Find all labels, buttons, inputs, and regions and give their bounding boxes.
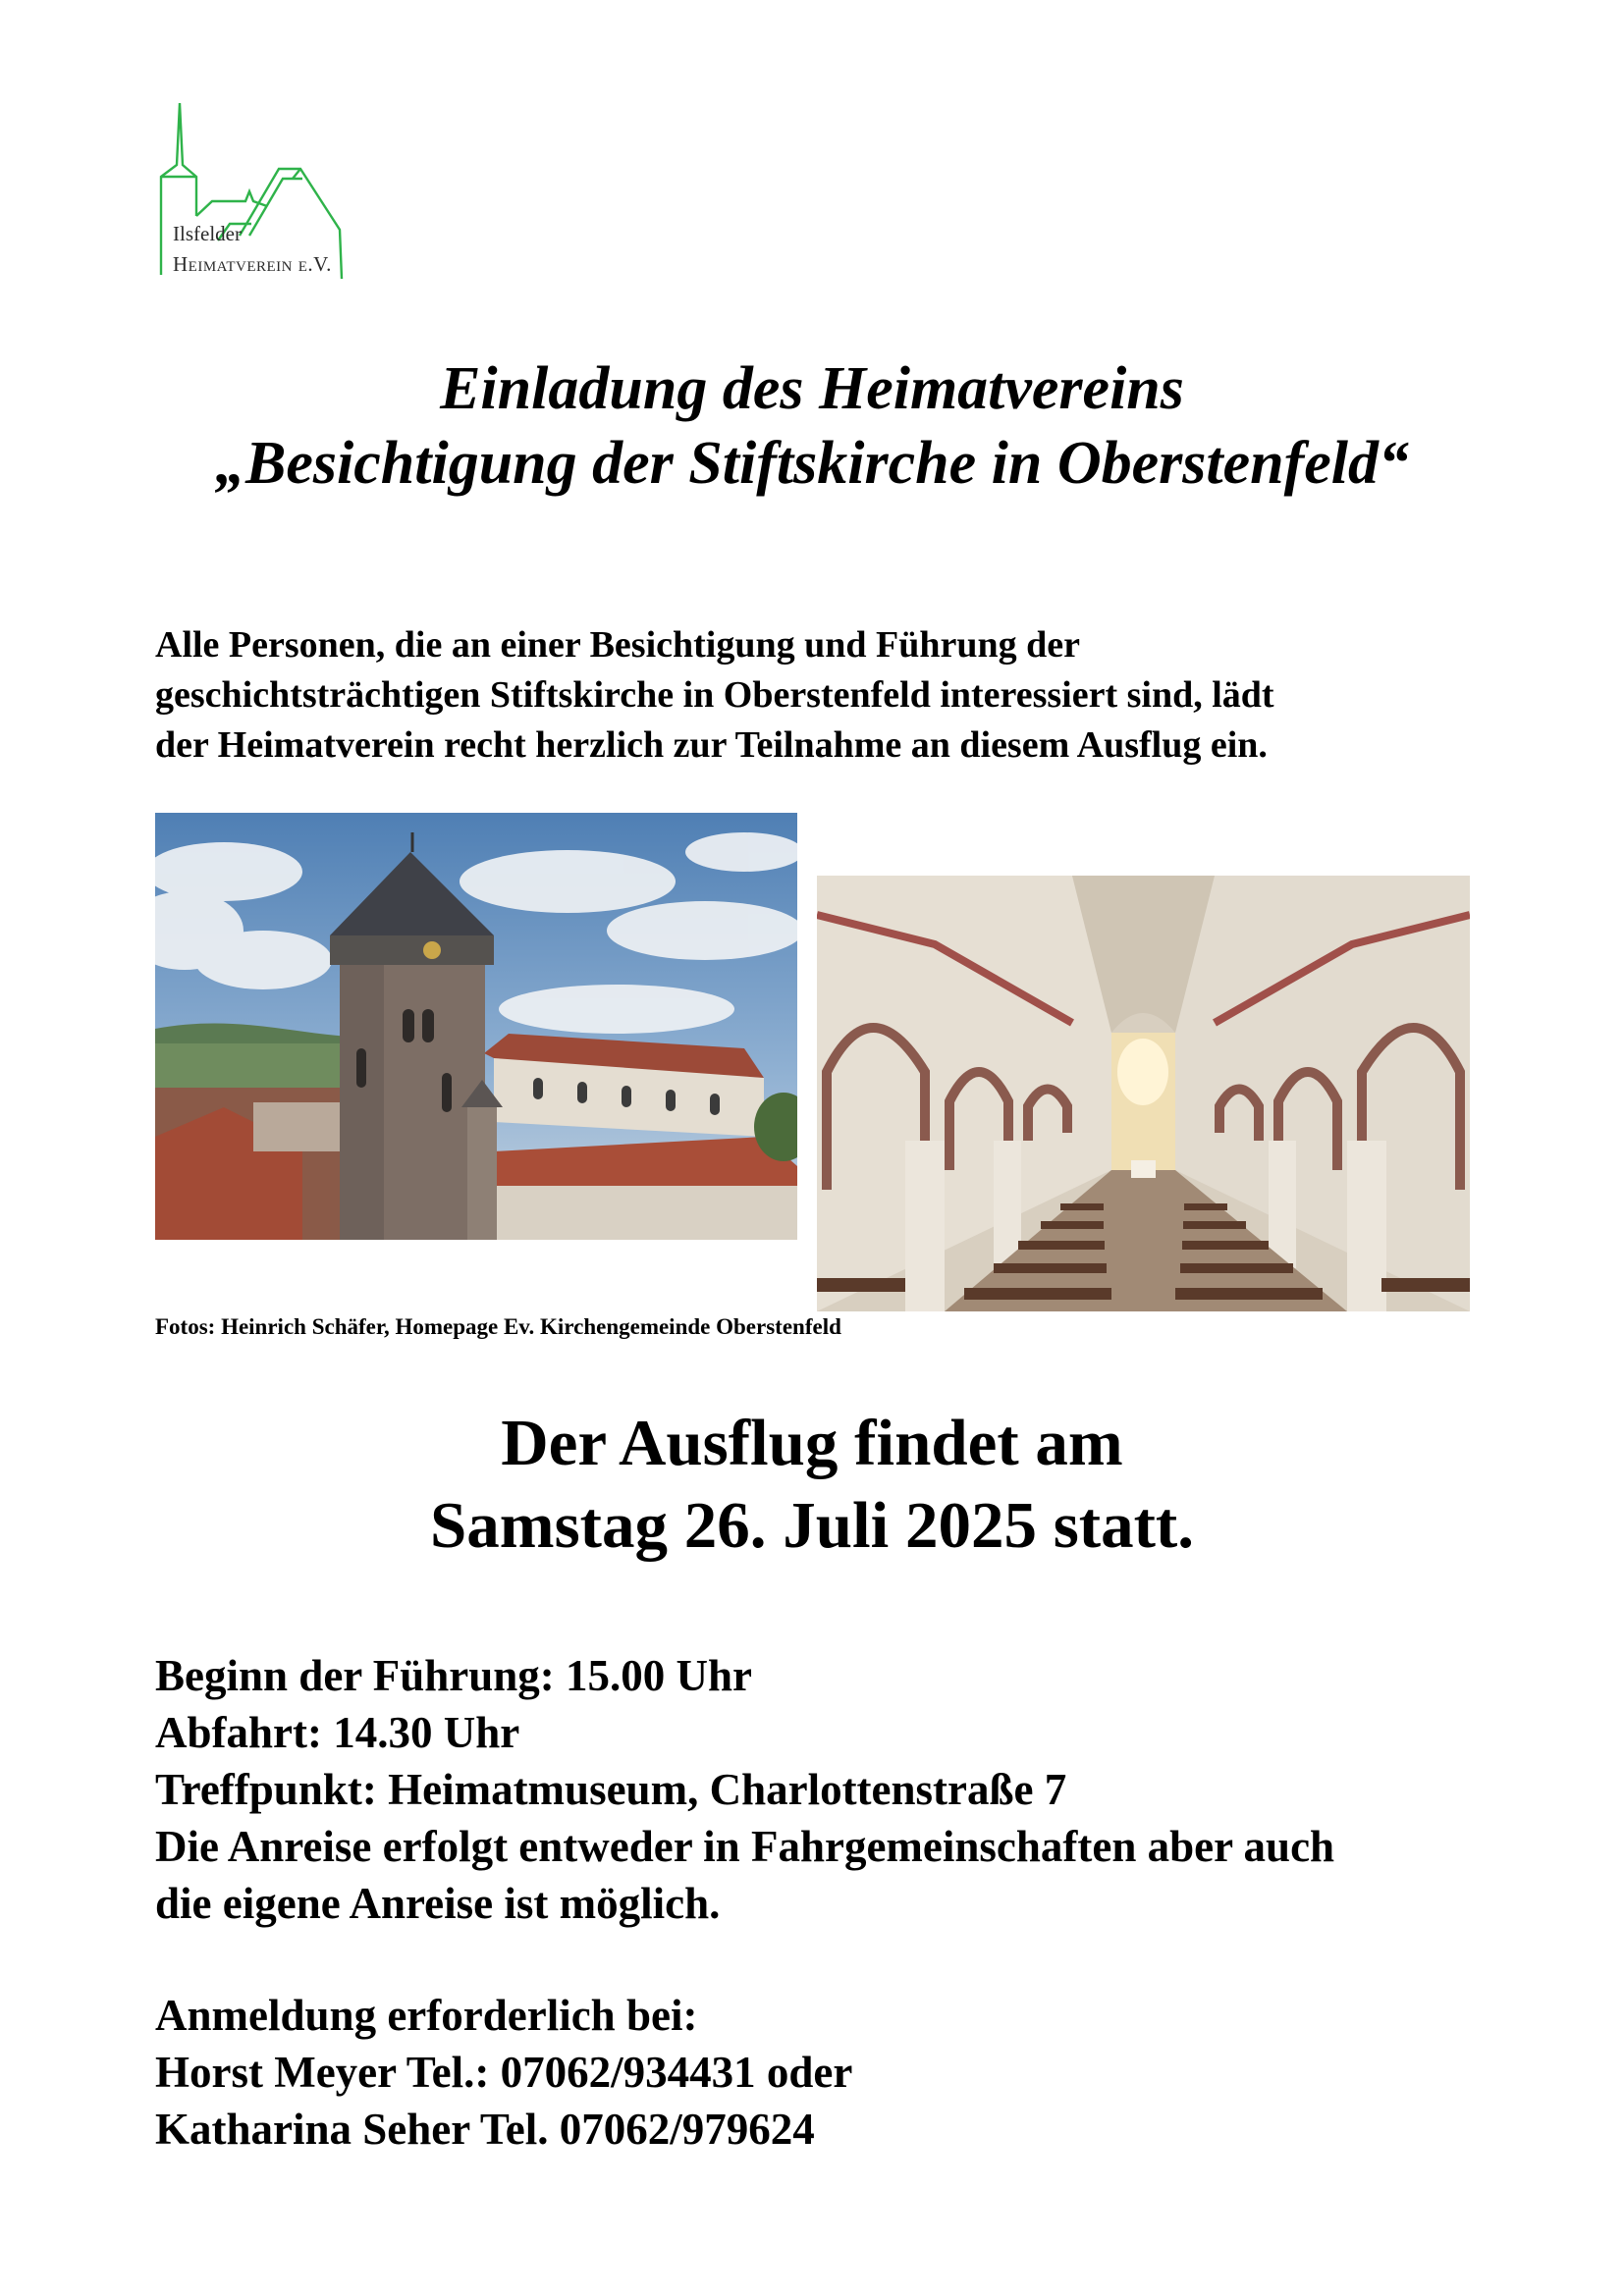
logo-text-line2: Heimatverein e.V. <box>173 252 332 276</box>
departure-time: Abfahrt: 14.30 Uhr <box>155 1708 520 1757</box>
intro-line: geschichtsträchtigen Stiftskirche in Oberstenfeld interessiert sind, lädt <box>155 674 1274 716</box>
travel-info-line: die eigene Anreise ist möglich. <box>155 1879 721 1928</box>
travel-info-line: Die Anreise erfolgt entweder in Fahrgemeinschaften aber auch <box>155 1822 1335 1871</box>
event-details <box>155 1647 1334 1932</box>
invitation-subtitle: „Besichtigung der Stiftskirche in Oberstenfeld“ <box>215 430 1409 497</box>
church-interior-photo <box>817 876 1470 1311</box>
invitation-title: Einladung des Heimatvereins <box>440 355 1184 422</box>
intro-line: Alle Personen, die an einer Besichtigung und Führung der <box>155 624 1081 666</box>
event-heading: Der Ausflug findet am <box>501 1407 1123 1479</box>
church-exterior-photo <box>155 813 797 1240</box>
contact-line: Horst Meyer Tel.: 07062/934431 oder <box>155 2048 853 2097</box>
logo-text-line1: Ilsfelder <box>173 222 242 245</box>
registration-heading: Anmeldung erforderlich bei: <box>155 1991 698 2040</box>
meeting-point: Treffpunkt: Heimatmuseum, Charlottenstraße 7 <box>155 1765 1067 1814</box>
registration-block <box>155 1987 852 2158</box>
intro-line: der Heimatverein recht herzlich zur Teilnahme an diesem Ausflug ein. <box>155 724 1268 766</box>
contact-line: Katharina Seher Tel. 07062/979624 <box>155 2105 815 2154</box>
event-date: Samstag 26. Juli 2025 statt. <box>430 1489 1194 1562</box>
intro-paragraph <box>155 620 1530 771</box>
heimatverein-logo <box>155 98 401 285</box>
photo-credit: Fotos: Heinrich Schäfer, Homepage Ev. Kirchengemeinde Oberstenfeld <box>155 1314 841 1339</box>
start-time: Beginn der Führung: 15.00 Uhr <box>155 1651 753 1700</box>
